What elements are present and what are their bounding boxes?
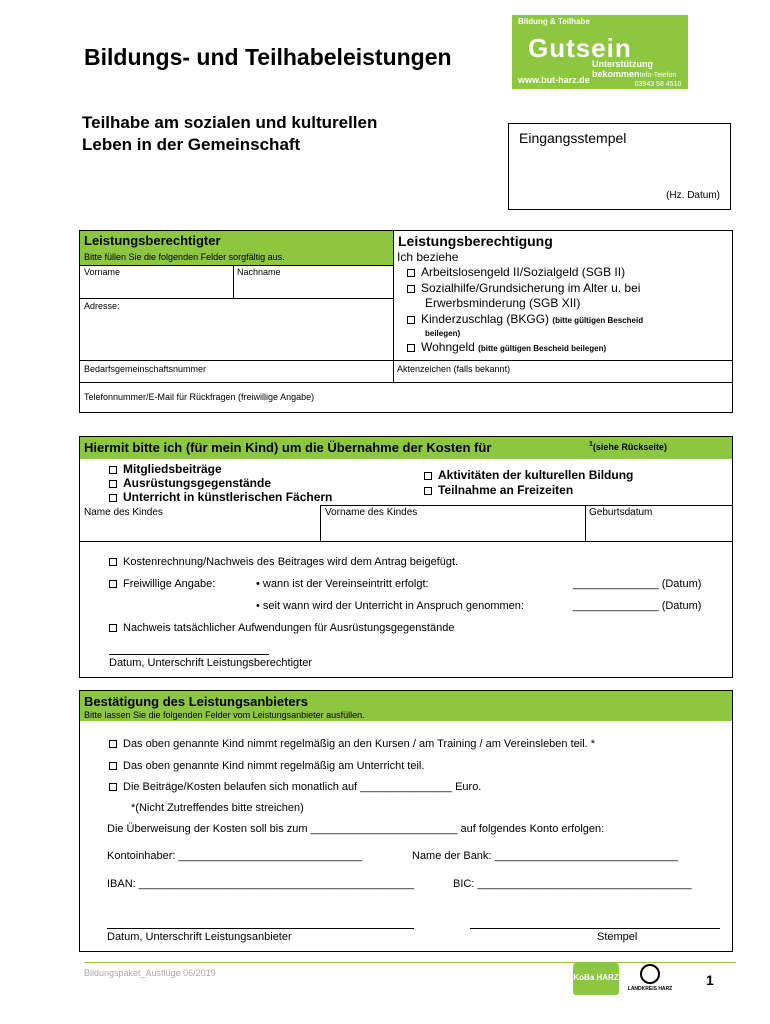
request-item-culture[interactable] [424,468,633,483]
option-label: Wohngeld [421,340,475,354]
lessons-date-label: • seit wann wird der Unterricht in Anspruch genommen: [256,600,524,612]
request-item-membership[interactable] [109,462,222,477]
item-label: Teilnahme an Freizeiten [438,483,574,497]
child-first-name-field[interactable]: Vorname des Kindes [325,507,418,518]
divider [80,541,732,542]
footer-code: Bildungspaket_Ausflüge 06/2019 [84,968,216,978]
option-label-cont: Erwerbsminderung (SGB XII) [425,296,581,310]
item-label: Aktivitäten der kulturellen Bildung [438,468,634,482]
checkbox[interactable] [407,285,415,293]
option-note: (bitte gültigen Bescheid [552,316,644,325]
checkbox[interactable] [109,558,117,566]
entitlement-option-sgb12[interactable] [407,281,640,296]
request-item-arts[interactable] [109,490,332,505]
cost-invoice-check[interactable] [109,556,458,568]
option-note: (bitte gültigen Bescheid beilegen) [478,344,607,353]
bic-field[interactable]: BIC: ___________________________________ [453,878,692,890]
lessons-date-field[interactable]: ______________ (Datum) [573,600,702,612]
last-name-field[interactable]: Nachname [237,267,281,277]
community-number-field[interactable]: Bedarfsgemeinschaftsnummer [84,364,207,374]
koba-logo [573,963,619,995]
provider-signature-line[interactable] [107,928,414,929]
request-header [80,437,732,459]
logo-main-text: Gutsein [528,33,632,63]
checkbox[interactable] [424,487,432,495]
request-item-equipment[interactable] [109,476,271,491]
birthdate-field[interactable]: Geburtsdatum [589,507,653,518]
logo-info: Info-Telefon 03943 58 4510 [634,72,682,88]
first-name-field[interactable]: Vorname [84,267,121,277]
file-reference-field[interactable]: Aktenzeichen (falls bekannt) [397,364,511,374]
entitlement-heading: Leistungsberechtigung [398,233,553,249]
checkbox[interactable] [109,740,117,748]
item-label: Mitgliedsbeiträge [123,462,222,476]
provider-check-attendance[interactable] [109,738,595,750]
voluntary-check[interactable] [109,578,215,590]
divider [233,265,234,298]
option-note-cont: beilegen) [425,329,461,338]
check-label: Die Beiträge/Kosten belaufen sich monatlich auf _______________ Euro. [123,781,482,793]
account-holder-field[interactable]: Kontoinhaber: ______________________________ [107,850,363,862]
option-label: Arbeitslosengeld II/Sozialgeld (SGB II) [421,265,626,279]
subtitle-line2: Leben in der Gemeinschaft [82,135,301,154]
form-subtitle [82,112,377,156]
checkbox[interactable] [407,269,415,277]
join-date-label: • wann ist der Vereinseintritt erfolgt: [256,578,429,590]
provider-heading: Bestätigung des Leistungsanbieters [84,694,308,709]
entitlement-intro: Ich beziehe [397,250,459,264]
note-text: (siehe Rückseite) [592,442,667,452]
request-heading: Hiermit bitte ich (für mein Kind) um die Übernahme der Kosten für [84,440,492,455]
transfer-date-field[interactable]: Die Überweisung der Kosten soll bis zum ________________________ auf folgendes Konto erfolgen: [107,823,605,835]
entry-stamp-box [508,123,731,210]
landkreis-logo [626,964,674,996]
page-number: 1 [706,972,714,988]
entitlement-option-sgb2[interactable] [407,265,625,280]
landkreis-logo-text: LANDKREIS HARZ [627,986,673,992]
strike-note: *(Nicht Zutreffendes bitte streichen) [131,802,304,814]
request-note [589,441,667,452]
checkbox[interactable] [407,316,415,324]
checkbox[interactable] [109,624,117,632]
divider [585,505,586,541]
provider-header [80,691,732,721]
divider [320,505,732,506]
child-name-field[interactable]: Name des Kindes [84,507,163,518]
address-field[interactable]: Adresse: [84,301,120,311]
landkreis-emblem-icon [640,964,660,984]
logo-sub-text: Unterstützung bekommen [592,59,653,79]
beneficiary-header [80,231,393,265]
divider [80,360,732,361]
logo-top-text: Bildung & Teilhabe [518,17,590,26]
divider [80,382,732,383]
stamp-date-hint: (Hz. Datum) [666,190,720,201]
checkbox[interactable] [109,783,117,791]
footnote-mark: 1 [589,441,593,448]
check-label: Freiwillige Angabe: [123,578,216,590]
option-label: Kinderzuschlag (BKGG) [421,312,550,326]
option-label: Sozialhilfe/Grundsicherung im Alter u. bei [421,281,641,295]
item-label: Unterricht in künstlerischen Fächern [123,490,333,504]
divider [80,265,393,266]
join-date-field[interactable]: ______________ (Datum) [573,578,702,590]
checkbox[interactable] [407,344,415,352]
footer-line [84,962,736,963]
check-label: Das oben genannte Kind nimmt regelmäßig am Unterricht teil. [123,760,425,772]
check-label: Nachweis tatsächlicher Aufwendungen für Ausrüstungsgegenstände [123,622,455,634]
divider [320,505,321,541]
iban-field[interactable]: IBAN: _____________________________________________ [107,878,415,890]
signature-line[interactable] [109,654,269,655]
provider-section [79,690,733,952]
divider [80,298,393,299]
beneficiary-hint: Bitte füllen Sie die folgenden Felder sorgfältig aus. [84,252,285,262]
provider-hint: Bitte lassen Sie die folgenden Felder vom Leistungsanbieter ausfüllen. [84,710,365,720]
checkbox[interactable] [109,580,117,588]
checkbox[interactable] [424,472,432,480]
proof-check[interactable] [109,622,454,634]
request-item-leisure[interactable] [424,483,573,498]
logo-url: www.but-harz.de [518,75,590,85]
checkbox[interactable] [109,494,117,502]
koba-logo-text: KoBa HARZ [573,973,619,982]
check-label: Das oben genannte Kind nimmt regelmäßig an den Kursen / am Training / am Vereinsleben teil. * [123,738,596,750]
checkbox[interactable] [109,480,117,488]
bank-name-field[interactable]: Name der Bank: ______________________________ [412,850,679,862]
beneficiary-signature-label: Datum, Unterschrift Leistungsberechtigter [109,657,312,669]
beneficiary-heading: Leistungsberechtigter [84,233,221,248]
checkbox[interactable] [109,466,117,474]
subtitle-line1: Teilhabe am sozialen und kulturellen [82,113,378,132]
check-label: Kostenrechnung/Nachweis des Beitrages wird dem Antrag beigefügt. [123,556,459,568]
but-logo [512,15,688,89]
provider-signature-label: Datum, Unterschrift Leistungsanbieter [107,931,292,943]
provider-stamp-line[interactable] [470,928,720,929]
provider-check-costs[interactable] [109,781,481,793]
item-label: Ausrüstungsgegenstände [123,476,272,490]
contact-field[interactable]: Telefonnummer/E-Mail für Rückfragen (freiwillige Angabe) [84,392,315,402]
entitlement-option-wohngeld[interactable] [407,340,606,356]
provider-check-lessons[interactable] [109,760,424,772]
page-title: Bildungs- und Teilhabeleistungen [84,44,452,70]
stamp-label: Eingangsstempel [519,130,627,146]
checkbox[interactable] [109,762,117,770]
provider-stamp-label: Stempel [597,931,638,943]
